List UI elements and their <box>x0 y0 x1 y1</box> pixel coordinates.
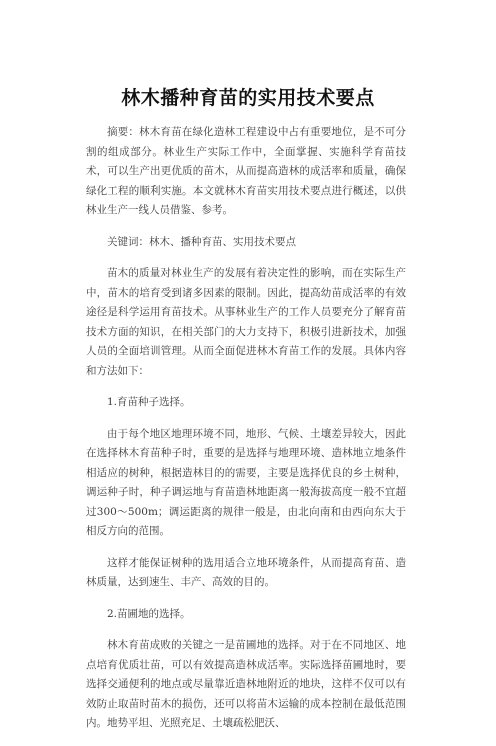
seed-selection-conclusion-paragraph: 这样才能保证树种的选用适合立地环境条件，从而提高育苗、造林质量，达到速生、丰产、高效的目的。 <box>86 556 406 588</box>
document-body <box>86 123 406 746</box>
document-title: 林木播种育苗的实用技术要点 <box>121 86 375 109</box>
intro-paragraph: 苗木的质量对林业生产的发展有着决定性的影响，而在实际生产中，苗木的培育受到诸多因素的限制。因此，提高幼苗成活率的有效途径是科学运用育苗技术。从事林业生产的工作人员要充分了解育苗技术方面的知识，在相关部门的大力支持下，积极引进新技术，加强人员的全面培训管理。从而全面促进林木育苗工作的发展。具体内容和方法如下： <box>86 267 406 377</box>
section-heading-nursery-selection: 2.苗圃地的选择。 <box>107 607 191 620</box>
nursery-selection-paragraph: 林木育苗成败的关键之一是苗圃地的选择。对于在不同地区、地点培育优质壮苗，可以有效提高造林成活率。实际选择苗圃地时，要选择交通便利的地点或尽量靠近造林地附近的地块，这样不仅可以有效防止取苗时苗木的损伤，还可以将苗木运输的成本控制在最低范围内。地势平坦、光照充足、土壤疏松肥沃、 <box>86 639 406 729</box>
keywords-paragraph: 关键词：林木、播种育苗、实用技术要点 <box>107 235 296 248</box>
abstract-paragraph: 摘要：林木育苗在绿化造林工程建设中占有重要地位，是不可分割的组成部分。林业生产实际工作中，全面掌握、实施科学育苗技术，可以生产出更优质的苗木，从而提高造林的成活率和质量，确保绿化工程的顺利实施。本文就林木育苗实用技术要点进行概述，以供林业生产一线人员借鉴、参考。 <box>86 126 406 216</box>
seed-selection-paragraph: 由于每个地区地理环境不同，地形、气候、土壤差异较大，因此在选择林木育苗种子时，重要的是选择与地理环境、造林地立地条件相适应的树种，根据造林目的的需要，主要是选择优良的乡土树种，调运种子时，种子调运地与育苗造林地距离一般海拔高度一般不宜超过300～500m；调运距离的规律一般是，由北向南和由西向东大于相反方向的范围。 <box>86 427 406 537</box>
section-heading-seed-selection: 1.育苗种子选择。 <box>107 396 191 408</box>
